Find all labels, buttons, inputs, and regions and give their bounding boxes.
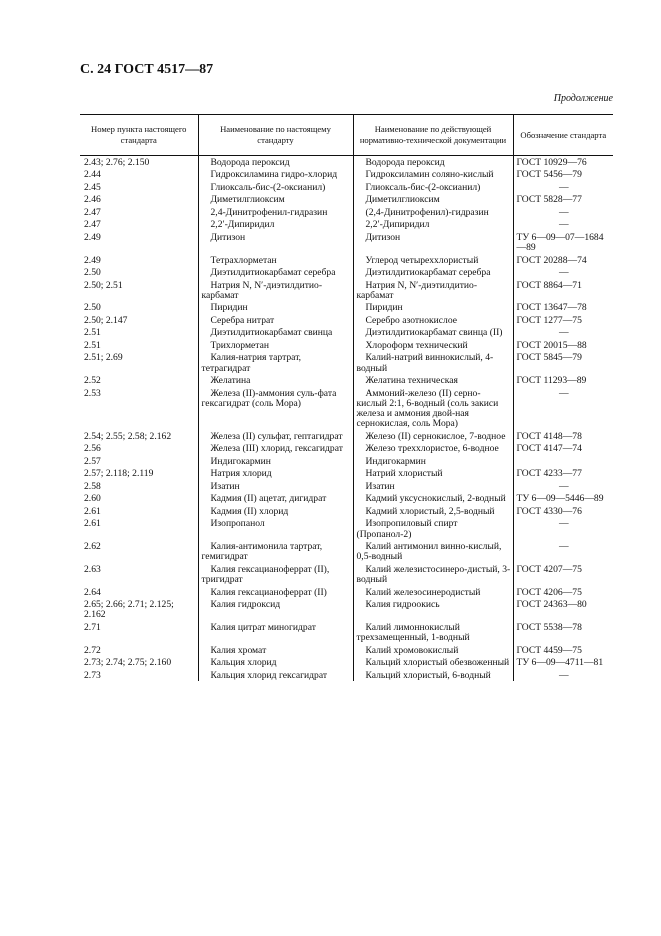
cell-name-current-docs: Диметилглиоксим bbox=[353, 193, 513, 205]
cell-clause-number: 2.51; 2.69 bbox=[84, 352, 123, 364]
header-standard-designation: Обозначение стандарта bbox=[513, 115, 613, 156]
table-row bbox=[80, 279, 613, 302]
cell-name-this-standard: Кальция хлорид гексагидрат bbox=[198, 669, 353, 681]
cell-clause-number: 2.50 bbox=[84, 302, 101, 314]
table-row bbox=[80, 181, 613, 193]
cell-name-this-standard: Серебра нитрат bbox=[198, 314, 353, 326]
cell-standard-designation: ГОСТ 20015—88 bbox=[513, 339, 613, 351]
cell-standard-designation: — bbox=[513, 326, 613, 338]
cell-clause-number: 2.50; 2.147 bbox=[84, 314, 128, 326]
table-row bbox=[80, 266, 613, 278]
cell-standard-designation bbox=[513, 455, 613, 467]
table-header-row bbox=[80, 115, 613, 156]
table-row bbox=[80, 231, 613, 254]
cell-name-current-docs: Изатин bbox=[353, 480, 513, 492]
page-header: С. 24 ГОСТ 4517—87 bbox=[80, 62, 214, 77]
cell-clause-number: 2.61 bbox=[84, 518, 101, 530]
cell-standard-designation: ГОСТ 4206—75 bbox=[513, 586, 613, 598]
cell-name-this-standard: Натрия хлорид bbox=[198, 467, 353, 479]
table-row bbox=[80, 314, 613, 326]
cell-name-this-standard: Кадмия (II) хлорид bbox=[198, 505, 353, 517]
cell-name-this-standard: Диэтилдитиокарбамат серебра bbox=[198, 266, 353, 278]
cell-name-this-standard: Водорода пероксид bbox=[198, 156, 353, 169]
cell-name-current-docs: Водорода пероксид bbox=[353, 156, 513, 169]
cell-name-current-docs: Аммоний-железо (II) серно-кислый 2:1, 6-водный (соль закиси железа и аммония двой-ная сернокислая, соль Мора) bbox=[353, 387, 513, 430]
cell-name-current-docs: Гидроксиламин соляно-кислый bbox=[353, 168, 513, 180]
cell-standard-designation: ГОСТ 4330—76 bbox=[513, 505, 613, 517]
header-name-this-standard: Наименование по настоящему стандарту bbox=[198, 115, 353, 156]
table-row bbox=[80, 563, 613, 586]
cell-name-current-docs: Калия гидроокись bbox=[353, 598, 513, 621]
cell-name-this-standard: Кадмия (II) ацетат, дигидрат bbox=[198, 492, 353, 504]
cell-name-this-standard: Калия-натрия тартрат, тетрагидрат bbox=[198, 351, 353, 374]
cell-clause-number: 2.54; 2.55; 2.58; 2.162 bbox=[84, 430, 172, 442]
cell-standard-designation: ТУ 6—09—07—1684—89 bbox=[513, 231, 613, 254]
cell-name-this-standard: Глиоксаль-бис-(2-оксианил) bbox=[198, 181, 353, 193]
cell-standard-designation: — bbox=[513, 387, 613, 430]
cell-name-current-docs: Калий хромовокислый bbox=[353, 644, 513, 656]
table-row bbox=[80, 598, 613, 621]
cell-standard-designation: ГОСТ 4207—75 bbox=[513, 563, 613, 586]
table-row bbox=[80, 480, 613, 492]
cell-clause-number: 2.56 bbox=[84, 443, 101, 455]
cell-standard-designation: ТУ 6—09—5446—89 bbox=[513, 492, 613, 504]
cell-name-current-docs: Железо треххлористое, 6-водное bbox=[353, 443, 513, 455]
table-row bbox=[80, 455, 613, 467]
cell-name-this-standard: Железа (III) хлорид, гексагидрат bbox=[198, 443, 353, 455]
table-row bbox=[80, 621, 613, 644]
cell-name-this-standard: Калия цитрат миногидрат bbox=[198, 621, 353, 644]
cell-name-this-standard: Диметилглиоксим bbox=[198, 193, 353, 205]
cell-name-current-docs: Калий лимоннокислый трехзамещенный, 1-водный bbox=[353, 621, 513, 644]
cell-clause-number: 2.63 bbox=[84, 563, 101, 575]
table-row bbox=[80, 443, 613, 455]
table-row bbox=[80, 387, 613, 430]
cell-clause-number: 2.51 bbox=[84, 339, 101, 351]
cell-name-this-standard: Тетрахлорметан bbox=[198, 254, 353, 266]
cell-standard-designation: ГОСТ 10929—76 bbox=[513, 156, 613, 169]
cell-name-current-docs: Глиоксаль-бис-(2-оксианил) bbox=[353, 181, 513, 193]
table-row bbox=[80, 156, 613, 169]
cell-name-this-standard: Диэтилдитиокарбамат свинца bbox=[198, 326, 353, 338]
cell-standard-designation: — bbox=[513, 540, 613, 563]
cell-name-current-docs: Калий железистосинеро-дистый, 3-водный bbox=[353, 563, 513, 586]
table-row bbox=[80, 374, 613, 386]
table-row bbox=[80, 301, 613, 313]
cell-name-current-docs: Диэтилдитиокарбамат свинца (II) bbox=[353, 326, 513, 338]
table-row bbox=[80, 168, 613, 180]
standards-table bbox=[80, 114, 613, 681]
cell-name-current-docs: Диэтилдитиокарбамат серебра bbox=[353, 266, 513, 278]
cell-name-current-docs: Изопропиловый спирт (Пропанол-2) bbox=[353, 517, 513, 540]
cell-name-current-docs: Натрий хлористый bbox=[353, 467, 513, 479]
cell-standard-designation: — bbox=[513, 669, 613, 681]
cell-name-this-standard: Дитизон bbox=[198, 231, 353, 254]
cell-clause-number: 2.71 bbox=[84, 621, 101, 633]
table-row bbox=[80, 254, 613, 266]
cell-name-this-standard: Калия гексацианоферрат (II) bbox=[198, 586, 353, 598]
cell-name-current-docs: Серебро азотнокислое bbox=[353, 314, 513, 326]
cell-name-current-docs: Пиридин bbox=[353, 301, 513, 313]
cell-clause-number: 2.61 bbox=[84, 505, 101, 517]
cell-name-this-standard: Изатин bbox=[198, 480, 353, 492]
table-row bbox=[80, 467, 613, 479]
cell-name-this-standard: 2,2′-Дипиридил bbox=[198, 218, 353, 230]
cell-name-this-standard: Калия-антимонила тартрат, гемигидрат bbox=[198, 540, 353, 563]
cell-name-current-docs: Углерод четыреххлористый bbox=[353, 254, 513, 266]
cell-name-this-standard: Желатина bbox=[198, 374, 353, 386]
cell-clause-number: 2.46 bbox=[84, 194, 101, 206]
cell-name-this-standard: Изопропанол bbox=[198, 517, 353, 540]
cell-standard-designation: ГОСТ 4147—74 bbox=[513, 443, 613, 455]
cell-clause-number: 2.57; 2.118; 2.119 bbox=[84, 468, 154, 480]
header-clause-number: Номер пункта настоящего стандарта bbox=[80, 115, 198, 156]
cell-name-this-standard: Пиридин bbox=[198, 301, 353, 313]
cell-name-this-standard: Железа (II) сульфат, гептагидрат bbox=[198, 430, 353, 442]
cell-name-current-docs: Дитизон bbox=[353, 231, 513, 254]
cell-clause-number: 2.65; 2.66; 2.71; 2.125; 2.162 bbox=[84, 599, 174, 621]
table-row bbox=[80, 505, 613, 517]
cell-name-current-docs: Калий железосинеродистый bbox=[353, 586, 513, 598]
cell-clause-number: 2.57 bbox=[84, 455, 101, 467]
table-row bbox=[80, 326, 613, 338]
cell-name-current-docs: 2,2′-Дипиридил bbox=[353, 218, 513, 230]
continuation-label: Продолжение bbox=[553, 93, 613, 104]
cell-standard-designation: — bbox=[513, 206, 613, 218]
table-row bbox=[80, 351, 613, 374]
cell-standard-designation: ГОСТ 1277—75 bbox=[513, 314, 613, 326]
cell-standard-designation: ГОСТ 4459—75 bbox=[513, 644, 613, 656]
cell-name-this-standard: 2,4-Динитрофенил-гидразин bbox=[198, 206, 353, 218]
cell-standard-designation: ТУ 6—09—4711—81 bbox=[513, 656, 613, 668]
cell-name-current-docs: Кадмий хлористый, 2,5-водный bbox=[353, 505, 513, 517]
cell-clause-number: 2.50; 2.51 bbox=[84, 279, 123, 291]
cell-clause-number: 2.49 bbox=[84, 254, 101, 266]
cell-standard-designation: ГОСТ 4233—77 bbox=[513, 467, 613, 479]
table-row bbox=[80, 492, 613, 504]
table-row bbox=[80, 430, 613, 442]
table-row bbox=[80, 540, 613, 563]
cell-clause-number: 2.51 bbox=[84, 327, 101, 339]
cell-standard-designation: ГОСТ 5845—79 bbox=[513, 351, 613, 374]
table-row bbox=[80, 586, 613, 598]
cell-standard-designation: ГОСТ 5828—77 bbox=[513, 193, 613, 205]
cell-standard-designation: ГОСТ 20288—74 bbox=[513, 254, 613, 266]
cell-name-current-docs: Калий-натрий виннокислый, 4-водный bbox=[353, 351, 513, 374]
cell-clause-number: 2.53 bbox=[84, 387, 101, 399]
cell-name-this-standard: Калия гексацианоферрат (II), тригидрат bbox=[198, 563, 353, 586]
cell-clause-number: 2.73 bbox=[84, 669, 101, 681]
cell-standard-designation: — bbox=[513, 181, 613, 193]
cell-name-this-standard: Калия гидроксид bbox=[198, 598, 353, 621]
cell-standard-designation: — bbox=[513, 517, 613, 540]
table-row bbox=[80, 517, 613, 540]
cell-standard-designation: ГОСТ 13647—78 bbox=[513, 301, 613, 313]
cell-standard-designation: ГОСТ 4148—78 bbox=[513, 430, 613, 442]
cell-clause-number: 2.72 bbox=[84, 644, 101, 656]
cell-standard-designation: ГОСТ 5538—78 bbox=[513, 621, 613, 644]
standards-table-container bbox=[80, 114, 613, 681]
cell-clause-number: 2.73; 2.74; 2.75; 2.160 bbox=[84, 657, 172, 669]
cell-name-this-standard: Калия хромат bbox=[198, 644, 353, 656]
cell-clause-number: 2.47 bbox=[84, 206, 101, 218]
header-name-current-docs: Наименование по действующей нормативно-технической документации bbox=[353, 115, 513, 156]
cell-name-this-standard: Кальция хлорид bbox=[198, 656, 353, 668]
table-row bbox=[80, 669, 613, 681]
cell-clause-number: 2.43; 2.76; 2.150 bbox=[84, 156, 150, 168]
cell-name-current-docs: Кадмий уксуснокислый, 2-водный bbox=[353, 492, 513, 504]
cell-clause-number: 2.64 bbox=[84, 586, 101, 598]
cell-name-this-standard: Трихлорметан bbox=[198, 339, 353, 351]
cell-standard-designation: ГОСТ 24363—80 bbox=[513, 598, 613, 621]
cell-clause-number: 2.62 bbox=[84, 541, 101, 553]
cell-name-current-docs: Желатина техническая bbox=[353, 374, 513, 386]
table-row bbox=[80, 644, 613, 656]
cell-name-current-docs: Индигокармин bbox=[353, 455, 513, 467]
cell-standard-designation: ГОСТ 5456—79 bbox=[513, 168, 613, 180]
table-row bbox=[80, 193, 613, 205]
cell-clause-number: 2.49 bbox=[84, 231, 101, 243]
table-body bbox=[80, 156, 613, 682]
cell-name-this-standard: Натрия N, N′-диэтилдитио-карбамат bbox=[198, 279, 353, 302]
cell-name-current-docs: Кальций хлористый обезвоженный bbox=[353, 656, 513, 668]
table-row bbox=[80, 339, 613, 351]
cell-name-this-standard: Железа (II)-аммония суль-фата гексагидрат (соль Мора) bbox=[198, 387, 353, 430]
cell-name-current-docs: Хлороформ технический bbox=[353, 339, 513, 351]
cell-clause-number: 2.45 bbox=[84, 181, 101, 193]
cell-clause-number: 2.58 bbox=[84, 480, 101, 492]
cell-clause-number: 2.52 bbox=[84, 375, 101, 387]
table-row bbox=[80, 218, 613, 230]
cell-name-current-docs: Натрия N, N′-диэтилдитио-карбамат bbox=[353, 279, 513, 302]
cell-clause-number: 2.47 bbox=[84, 219, 101, 231]
cell-name-current-docs: Железо (II) сернокислое, 7-водное bbox=[353, 430, 513, 442]
cell-standard-designation: — bbox=[513, 266, 613, 278]
cell-name-this-standard: Индигокармин bbox=[198, 455, 353, 467]
cell-clause-number: 2.50 bbox=[84, 267, 101, 279]
cell-clause-number: 2.44 bbox=[84, 169, 101, 181]
table-row bbox=[80, 656, 613, 668]
cell-standard-designation: — bbox=[513, 480, 613, 492]
cell-standard-designation: ГОСТ 8864—71 bbox=[513, 279, 613, 302]
cell-standard-designation: ГОСТ 11293—89 bbox=[513, 374, 613, 386]
cell-name-current-docs: (2,4-Динитрофенил)-гидразин bbox=[353, 206, 513, 218]
table-row bbox=[80, 206, 613, 218]
cell-standard-designation: — bbox=[513, 218, 613, 230]
cell-name-this-standard: Гидроксиламина гидро-хлорид bbox=[198, 168, 353, 180]
cell-name-current-docs: Кальций хлористый, 6-водный bbox=[353, 669, 513, 681]
cell-clause-number: 2.60 bbox=[84, 493, 101, 505]
cell-name-current-docs: Калий антимонил винно-кислый, 0,5-водный bbox=[353, 540, 513, 563]
